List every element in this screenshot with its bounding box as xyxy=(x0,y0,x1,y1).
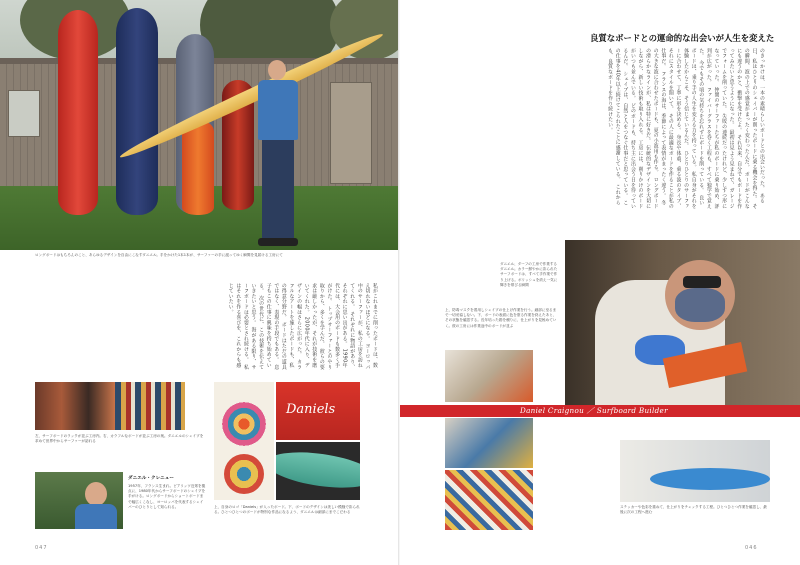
paragraph: ひとりひとりのサーファーに合わせて、丁寧に形を決める。 xyxy=(675,48,690,209)
paragraph: 2000年代に入り、デザインの幅はさらに広がった。 xyxy=(296,283,310,368)
body-text-left xyxy=(110,283,378,373)
paragraph: それ以来、自分でもボードを作ってみたいと思うようになった。 xyxy=(728,48,743,209)
green-board xyxy=(276,447,360,494)
process-photo-4 xyxy=(620,440,770,502)
page-number-left: 047 xyxy=(35,545,48,551)
paragraph: ファイバーグラスを巻く工程も、すべて独学で覚えた。 xyxy=(698,48,712,209)
bottom-right-page-caption: ステッカーや色彩を重ねて、仕上がりをチェックする工程。ひとつひとつ作業を確認し、最後に次の工程へ進む xyxy=(620,505,767,515)
portrait-shirt xyxy=(75,504,117,529)
hero-caption: ロングボードはもちろんのこと、あらゆるデザインを自由にこなすダニエル。手をかけた1本1本が、サーファーの手に渡ってゆく瞬間を見届ける工房にて xyxy=(35,253,283,257)
paragraph: 身長や体重、乗る波のタイプ、それにスタイルを聞いて。 xyxy=(667,48,682,209)
paragraph: どのボードも、持ち主に出会う日を待っているんだ。 xyxy=(622,48,636,209)
portrait-head xyxy=(85,482,107,506)
paragraph: フランスの海は、季節によって表情がまったく違う。 xyxy=(660,71,667,199)
bottom-left-caption: 左、サーフボードのラックが並ぶ工房内。右、カラフルなボードが並ぶ工房の奥。ダニエルのシェイプを求めて世界中からサーファーが訪れる xyxy=(35,434,204,444)
workshop-caption: ダニエル、ダーフの工房で作業するダニエル。カラー鮮やかに彩られたサーフボードは、すべて手作業で作り上げる。ポリッシュを終え一気に輝きを帯びる瞬間 xyxy=(500,262,558,287)
surfboard-red xyxy=(58,10,98,215)
paragraph: 良いボードは、乗り手の人生を変える力を持っている。 xyxy=(690,48,705,206)
mandala-photo xyxy=(214,382,274,500)
paragraph: 海がある限り、サーフボードは必要とされ続ける。 xyxy=(242,283,257,370)
paragraph: この仕事を40年以上続けてこられたことに感謝している。 xyxy=(614,48,629,206)
process-photo-1 xyxy=(445,350,533,402)
head xyxy=(268,60,286,80)
boards-photo xyxy=(115,382,185,430)
paragraph: 最初は見よう見まねで、ガレージでフォームを削っていた。 xyxy=(721,48,735,209)
paragraph: 私はそれを作る喜びを、これからも感じていたい。 xyxy=(227,283,249,370)
paragraph: 冬の大きな波に合わせたボードも、夏の小波用も作る。 xyxy=(652,48,667,206)
jeans xyxy=(262,140,294,240)
workshop-photo xyxy=(565,240,800,405)
paragraph: 私がこれまでに削ったボードは、数え切れないほどになる。 xyxy=(364,283,378,368)
paragraph: ヨーロッパ中のサーファーが、私の工房を訪ねてくれる。 xyxy=(349,283,371,370)
paragraph: これからも、良質なボードを作り続けたい。 xyxy=(607,48,621,206)
paragraph: 次の世代に、この技術を伝えていきたいと思う。 xyxy=(250,283,265,370)
process-photo-2 xyxy=(445,418,533,468)
daniels-logo-photo xyxy=(276,382,360,440)
paragraph: トップサーファーとのやり取りから、多くを学んだ。 xyxy=(318,283,333,370)
paragraph: カラフルなアートを施したボードも、私の得意分野だ。 xyxy=(280,283,303,370)
paragraph: 彼らの要求は厳しかったが、それが技術を磨いてくれた。 xyxy=(303,283,325,370)
paragraph: ロングボードの滑らかなラインが、私は特に好きだ。 xyxy=(645,48,659,209)
bottom-right-caption: 上、自身のロゴ「Daniels」が入ったボード。下、ボードのデザインは美しい模様で彩られる。ひとつひとつのボードが特別な作品になるよう、ダニエルは細部にまでこだわる xyxy=(214,505,360,515)
paragraph: それぞれに物語があり、それぞれに思い出がある。 xyxy=(341,283,356,370)
paragraph: 私自身がそれを体験したからこそ、そう信じているんだ。 xyxy=(683,48,697,209)
paragraph: 伝統的なデザインを大切にしながら、新しい技術も取り入れる。 xyxy=(637,48,652,209)
banner-title xyxy=(520,405,668,417)
banner-name: Daniel Craignou xyxy=(520,406,585,415)
profile-bio: 1957年、フランス生まれ。ビアリッツ近郊を拠点に、1980年代からサーフボードのシェイプを手がける。ロングボードからショートボードまで幅広くこなし、ヨーロッパを代表するシェイパーのひとりとして知られる。 xyxy=(128,484,206,509)
right-page xyxy=(400,0,800,565)
paragraph: 息子もこの仕事に興味を持ち始めている。 xyxy=(258,283,280,370)
paragraph: その瞬間、波の上での感覚がまったく変わったんだ。 xyxy=(743,48,758,209)
shaper-figure xyxy=(256,60,300,250)
shed-window xyxy=(8,90,40,137)
shoes xyxy=(258,238,298,246)
shirt xyxy=(258,80,298,140)
process-photo-3 xyxy=(445,470,533,530)
surfboard-blue xyxy=(116,8,158,215)
mandala-art xyxy=(222,402,266,446)
portrait-photo xyxy=(35,472,123,529)
profile-name: ダニエル・クレニュー xyxy=(128,476,174,481)
paragraph: ボードはただの道具ではなく、表現の手段でもある。 xyxy=(273,283,287,370)
daniels-logo: Daniels xyxy=(286,402,336,417)
paragraph: 失敗の連続だったけれど、少しずつ形になっていった。 xyxy=(713,48,728,209)
paragraph: その人に最適なボードを作ることが私の仕事だ。 xyxy=(660,48,674,209)
hero-photo xyxy=(0,0,400,250)
surfboard-orange xyxy=(182,120,214,215)
paragraph: ボードがこんなにも違うのかと、衝撃を受けたよ。 xyxy=(736,48,750,209)
paragraph: シェイプは、自然と人をつなぐ仕事だと思っている。 xyxy=(622,71,629,199)
board-nose xyxy=(650,468,770,490)
goggles xyxy=(683,276,721,288)
shed-door xyxy=(330,82,372,184)
paragraph: 今でもその頃の気持ちを忘れずにボードを削っている。 xyxy=(698,60,705,194)
middle-caption: 上、防毒マスクを着用しシェイプの仕上げ作業を行う。細部に至るまで一切妥協しない。下、ボードの表面に色を塗る作業を終えたあと、その状態を確認する。長年培った勘を頼りに、仕上がりを見極めていく。彼の工房には作業途中のボードが並ぶ xyxy=(445,308,557,328)
paragraph: ある日、私はひとりのシェイパーが削ったボードに乗る機会を得た。 xyxy=(751,48,765,204)
page-number-right: 046 xyxy=(745,545,758,551)
headline: 良質なボードとの運命的な出会いが人生を変えた xyxy=(590,33,775,43)
rack-photo xyxy=(35,382,115,430)
body-text-right xyxy=(435,48,765,210)
green-board-photo xyxy=(276,442,360,500)
paragraph: 工房には、削りかけのボードがいつも並んでいる。 xyxy=(629,48,644,209)
paragraph: 仲間のサーファーたちが私のボードに乗り始め、評判が広がった。 xyxy=(705,48,720,209)
paragraph: 1990年代には、大会用のボードも数多く手がけた。 xyxy=(326,283,348,368)
respirator-mask xyxy=(675,288,725,322)
paragraph: のきっかけは、一本の素晴らしいボードとの出会いだった。 xyxy=(759,48,765,192)
mandala-art-lower xyxy=(224,454,264,494)
banner-separator: ／ xyxy=(586,406,595,415)
banner-role: Surfboard Builder xyxy=(596,406,668,415)
